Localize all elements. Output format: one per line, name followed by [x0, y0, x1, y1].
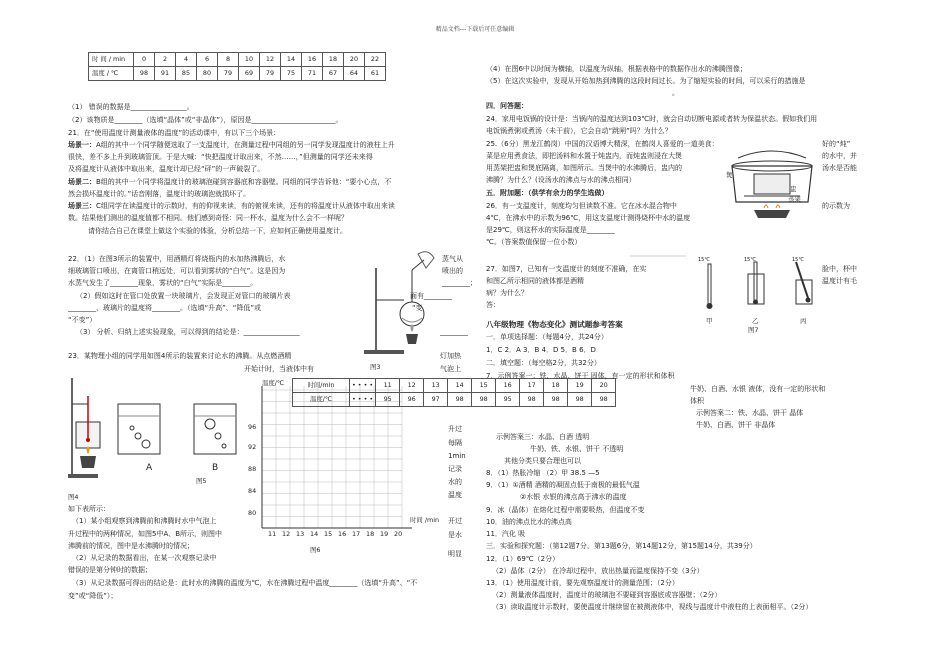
question-line: A组的其中一个同学随便选取了一支温度计，在测量过程中同组的另一同学发现温度计的液柱上升 [96, 141, 395, 149]
table-cell: 98 [592, 393, 616, 407]
table-cell: 4 [176, 53, 197, 67]
x-tick-label: 18 [366, 530, 375, 538]
stew-pot-figure [724, 138, 820, 220]
question-line: 数。结果他们测出的温度值都不相同。他们感到奇怪：同一杯水，温度为什么会不一样呢？ [68, 214, 348, 222]
question-line: （2）假如这时在管口处放置一块玻璃片，会发现正对管口的玻璃片表 [76, 292, 291, 300]
y-tick-label: 96 [248, 423, 257, 431]
question-line: （1） 错误的数据是________________。 [68, 103, 194, 111]
question-line: 22．（1）在图3所示的装置中，用酒精灯将烧瓶内的水加热沸腾后，水 [68, 255, 286, 263]
y-tick-label: 92 [248, 443, 257, 451]
question-line: 21．在“使用温度计测量液体的温度”的活动课中，有以下三个场景： [68, 129, 281, 137]
answer-line: 1．C 2．A 3．B 4．D 5．B 6．D [486, 346, 596, 354]
thermo-reading: 15℃ [792, 257, 804, 263]
question-line: 沸腾？为什么？(设汤水的沸点与水的沸点相同） [486, 176, 636, 184]
question-line: 沸腾前的情况，图中是水沸腾时的情况； [68, 542, 194, 550]
table-cell: 98 [134, 67, 155, 81]
question-line: 菜是应用煮食法，即把汤料和水置于炖盅内，而炖盅则浸在大煲 [486, 152, 682, 160]
table-cell: 98 [448, 393, 472, 407]
question-line: （3）从记录数据可得出的结论是：此时水的沸腾的温度为℃，水在沸腾过程中温度________（选填“升高”、“不 [72, 579, 418, 587]
answer-line: 9．（1）①酒精 酒精的凝固点低于南极的最低气温 [486, 481, 640, 489]
table-cell: 69 [239, 67, 260, 81]
table-header-cell: 温度 / ℃ [89, 67, 134, 81]
thermo-reading: 15℃ [698, 257, 710, 263]
y-tick-label: 88 [248, 465, 257, 473]
question-line: （3） 分析、归纳上述实验现象，可以得到的结论是：________________ [76, 328, 300, 336]
question-line: 24．家用电饭锅的设计是：当锅内的温度达到103℃时，就会自动切断电源或者转为保温状态。假如我们用 [486, 115, 818, 123]
question-line: 23．某物理小组的同学用如图4所示的装置来讨论水的沸腾。从点燃酒精 [68, 352, 292, 360]
side-text: 水的 [448, 478, 462, 486]
answer-line: 示例答案三：水晶、白酒 透明 [496, 433, 590, 441]
question-line: B组的其中一个同学将温度计的玻璃泡碰到容器底和容器壁。同组的同学告诉他：“要小心点，不 [96, 178, 392, 186]
blank-answer-box [628, 218, 688, 258]
table-header-cell: 时 间 / min [89, 53, 134, 67]
table-cell: 10 [239, 53, 260, 67]
table-row [293, 393, 616, 407]
answer-line: 三．实验和探究题：（第12题7分，第13题6分，第14题12分，第15题14分，共39分） [486, 542, 757, 550]
answer-line: 7．示例答案一：铁、水晶、饼干 固体，有一定的形状和体积 [486, 372, 675, 380]
side-text: 1min [448, 452, 466, 460]
figure-4-setup [66, 376, 106, 488]
answer-line: 8．（1）热胀冷缩 （2）甲 38.5 —5 [486, 469, 600, 477]
answer-line: 体积 [690, 397, 704, 405]
side-text: 升过 [448, 425, 462, 433]
question-line: 用蒸架把盅和煲底隔离，如图所示。当煲中的水沸腾后，盅内的 [486, 164, 682, 172]
answer-line: 牛奶、白酒、饼干 非晶体 [696, 421, 776, 429]
question-line: 变”或“降低”）； [68, 592, 118, 600]
question-line: 答： [486, 301, 500, 309]
answer-line: （3）读取温度计示数时，要使温度计继续留在被测液体中，视线与温度计中液柱的上表面相平。（2分） [492, 603, 813, 611]
pot-label: 盅 [790, 185, 797, 193]
side-text: ________； [442, 279, 477, 287]
question-line: 水蒸气发生了________现象，雾状的“白气”实际是________。 [68, 279, 258, 287]
side-text: 灯加热 [440, 352, 461, 360]
table-cell: 98 [544, 393, 568, 407]
table-cell: 8 [218, 53, 239, 67]
answer-line: 10．油的沸点比水的沸点高 [486, 518, 572, 526]
table-cell: 18 [323, 53, 344, 67]
side-text: 的水中，并 [822, 152, 857, 160]
table-cell: 18 [544, 379, 568, 393]
table-cell: 98 [568, 393, 592, 407]
y-tick-label: 84 [248, 487, 257, 495]
table-cell: 12 [400, 379, 424, 393]
table-cell: 13 [424, 379, 448, 393]
section-heading: 四．问答题： [486, 102, 528, 110]
x-tick-label: 16 [338, 530, 347, 538]
answer-line: （2）测量液体温度时，温度计的玻璃泡不要碰到容器底或容器壁；（2分） [492, 591, 722, 599]
figure-caption: 图6 [310, 546, 321, 554]
figure-7-thermometers [692, 256, 822, 316]
table-cell: 20 [592, 379, 616, 393]
x-tick-label: 19 [380, 530, 389, 538]
question-line: 4℃，在沸水中的示数为96℃，用这支温度计测得烧杯中水的温度 [486, 214, 691, 222]
x-tick-label: 17 [352, 530, 361, 538]
side-text: 气泡上 [440, 365, 461, 373]
table-cell: 2 [155, 53, 176, 67]
question-line: 是29℃，则这杯水的实际温度是________ [486, 226, 615, 234]
question-line: 升过程中的两种情况，如图5中A、B所示，则图中 [68, 530, 223, 538]
table-cell: • • • • [350, 393, 376, 407]
x-tick-label: 14 [310, 530, 319, 538]
question-line: ℃。（答案数值保留一位小数） [486, 238, 582, 246]
table-cell: 75 [281, 67, 302, 81]
question-line: 请你结合自己在课堂上做这个实验的体验，分析总结一下，应如何正确使用温度计。 [88, 227, 347, 235]
side-text: 汤水是否能 [822, 164, 857, 172]
table-cell: 80 [197, 67, 218, 81]
side-text: 每隔 [448, 439, 462, 447]
question-line: （1）某小组观察到沸腾前和沸腾时水中气泡上 [72, 517, 217, 525]
figure-3-apparatus [360, 248, 440, 360]
table-cell: 11 [376, 379, 400, 393]
answer-line: 牛奶、白酒、水银 液体，没有一定的形状和 [690, 385, 826, 393]
table-cell: 97 [424, 393, 448, 407]
question-line: （5）在这次实验中，发现从开始加热到沸腾的这段时间过长。为了缩短实验的时间，可以采行的措施是 [486, 77, 806, 85]
x-tick-label: 20 [394, 530, 403, 538]
answer-line: 其他分类只要合理也可以 [504, 457, 581, 465]
table-cell: 14 [281, 53, 302, 67]
figure-caption: 图3 [370, 363, 381, 371]
table-cell: 71 [302, 67, 323, 81]
table-cell: 79 [260, 67, 281, 81]
table-cell: 19 [568, 379, 592, 393]
figure-label-a: A [146, 463, 153, 473]
table-cell: 12 [260, 53, 281, 67]
table-cell: 91 [155, 67, 176, 81]
table-cell: 15 [472, 379, 496, 393]
question-line: 。 [672, 89, 679, 97]
question-line: 如下表所示： [68, 505, 110, 513]
answer-line: 牛奶、铁、水银、饼干 不透明 [530, 445, 624, 453]
side-text: 喷出的 [442, 267, 463, 275]
side-text: 面有________ [410, 292, 452, 300]
answer-line: 13．（1）使用温度计前，要先观察温度计的测量范围；（2分） [486, 579, 679, 587]
side-text: 温度计有毛 [822, 277, 857, 285]
y-tick-label: 80 [248, 509, 257, 517]
table-cell: 22 [365, 53, 386, 67]
table-cell: 0 [134, 53, 155, 67]
data-table-2 [292, 378, 616, 407]
question-line: 错误的是第分钟时的数据； [68, 566, 152, 574]
side-text: 温度 [448, 491, 462, 499]
thermo-reading: 15℃ [744, 257, 756, 263]
table-cell: 79 [218, 67, 239, 81]
table-header-cell: 时间/min [293, 379, 350, 393]
figure-label-b: B [212, 463, 219, 473]
table-cell: 16 [302, 53, 323, 67]
x-tick-label: 11 [268, 530, 277, 538]
table-cell: 61 [365, 67, 386, 81]
table-cell: 95 [376, 393, 400, 407]
question-line: 25.（6分）黑龙江鹤岗）中国的汉语博大精深，在鹤岗人喜爱的一道美食： [486, 140, 719, 148]
answer-line: 11．汽化 吸 [486, 530, 526, 538]
answer-line: 12．（1）69℃（2分） [486, 555, 560, 563]
question-line: （4）在图6中以时间为横轴，以温度为纵轴，根据表格中的数据作出水的沸腾图像； [486, 65, 747, 73]
section-heading: 五．附加题：（供学有余力的学生选做） [486, 189, 609, 197]
scene-label: 场景一： [68, 141, 96, 149]
table-cell: 17 [520, 379, 544, 393]
side-text: 的示数为 [822, 202, 850, 210]
question-line: 和图乙所示相同的液体都是酒精 [486, 277, 584, 285]
chart-y-axis-label: 温度/℃ [262, 379, 285, 387]
table-cell: 67 [323, 67, 344, 81]
side-text: 好的“炖” [822, 140, 851, 148]
answer-line: 一．单项选择题：（每题4分，共24分） [486, 333, 608, 341]
pot-label: 煲 [726, 171, 733, 179]
figure-caption: 图5 [196, 477, 207, 485]
table-cell: 6 [197, 53, 218, 67]
x-tick-label: 13 [296, 530, 305, 538]
side-text: 是水 [448, 531, 462, 539]
question-line: （2）从记录的数据看出，在某一次观察记录中 [72, 554, 217, 562]
side-text: 蒸气从 [442, 255, 463, 263]
page-header: 精品文档---下载后可任意编辑 [435, 26, 515, 33]
side-text: 脸中，杯中 [822, 265, 857, 273]
answer-line: 9．冰（晶体）在熔化过程中需要吸热，但温度不变 [486, 506, 645, 514]
table-row [89, 67, 386, 81]
x-tick-label: 15 [324, 530, 333, 538]
scene-label: 场景三： [68, 202, 96, 210]
data-table-1 [88, 52, 386, 81]
table-row [89, 53, 386, 67]
side-text: 开过 [448, 517, 462, 525]
scene-label: 场景二： [68, 178, 96, 186]
table-cell: 14 [448, 379, 472, 393]
x-tick-label: 12 [282, 530, 291, 538]
question-line: 很快，差不多上升到玻璃管顶。于是大喊：“快把温度计取出来，不然……，”但测量的同学还未来得 [68, 153, 373, 161]
question-line: ________，玻璃片的温度将________。（选填“升高”、“降低”或 [68, 304, 262, 312]
table-cell: 95 [496, 393, 520, 407]
table-cell: 16 [496, 379, 520, 393]
side-text: ________ [440, 328, 468, 336]
figure-caption: 图4 [68, 493, 79, 501]
question-line: 开始计时，当液体中有 [244, 365, 314, 373]
figure-label: 乙 [752, 317, 759, 325]
question-line: 26．有一支温度计，刻度均匀但读数不准。它在冰水混合物中 [486, 202, 677, 210]
figure-caption: 图7 [748, 326, 759, 334]
question-line: “不变”） [68, 316, 97, 324]
table-row [293, 379, 616, 393]
table-cell: 20 [344, 53, 365, 67]
answer-line: 示例答案二：铁、水晶、饼干 晶体 [696, 409, 804, 417]
answer-line: （2）晶体（2分） 在冷却过程中，放出热量而温度保持不变（3分） [492, 567, 704, 575]
side-text: 明显 [448, 550, 462, 558]
chart-x-axis-label: 时间 /min [410, 516, 440, 524]
figure-label: 丙 [800, 317, 807, 325]
side-text: 记录 [448, 465, 462, 473]
table-cell: 85 [176, 67, 197, 81]
side-text: “变 [412, 304, 423, 312]
table-cell: • • • • [350, 379, 376, 393]
table-cell: 96 [400, 393, 424, 407]
table-header-cell: 温度/℃ [293, 393, 350, 407]
answer-line: 二．填空题：（每空格2分，共32分） [486, 359, 601, 367]
answer-line: ②水银 水银的沸点高于沸水的温度 [520, 493, 627, 501]
figure-label: 甲 [706, 317, 713, 325]
figure-5-bubbles [110, 398, 246, 462]
table-cell: 98 [472, 393, 496, 407]
question-line: 然会损坏温度计的。”话音刚落，温度计的玻璃泡就损坏了。 [68, 190, 251, 198]
question-line: 电饭锅煮粥或煮汤（未干前），它会自动“跳闸”吗？为什么？ [486, 127, 672, 135]
question-line: 及将温度计从液体中取出来，温度计却已经“砰”的一声破裂了。 [68, 165, 265, 173]
pot-label: 蒸架 [788, 195, 801, 203]
question-line: （2）该物质是________（选填“晶体”或“非晶体”），原因是________________________。 [68, 116, 343, 124]
question-line: C组同学在读温度计的示数时，有的仰视来读，有的俯视来读，还有的将温度计从液体中取出来读 [96, 202, 395, 210]
question-line: 病？为什么？ [486, 289, 528, 297]
question-line: 细玻璃管口喷出，在离管口稍远处，可以看到雾状的“白气”。这是因为 [68, 267, 286, 275]
answer-title: 八年级物理《物态变化》测试题参考答案 [486, 320, 623, 329]
question-line: 27．如图7，已知有一支温度计的刻度不准确，在实 [486, 265, 647, 273]
table-cell: 64 [344, 67, 365, 81]
table-cell: 98 [520, 393, 544, 407]
